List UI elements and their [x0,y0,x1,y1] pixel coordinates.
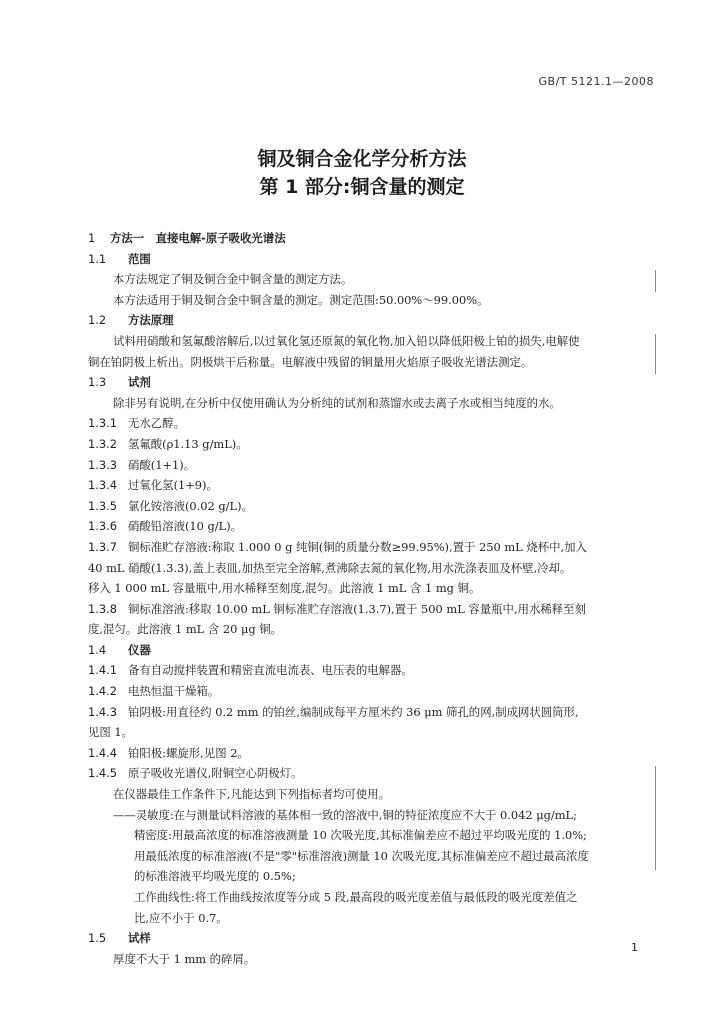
section-title: 仪器 [128,642,151,657]
paragraph-line: 本方法规定了铜及铜合金中铜含量的测定方法。 [113,272,353,287]
section-title: 试剂 [128,375,151,390]
paragraph-line: 厚度不大于 1 mm 的碎屑。 [113,951,256,966]
continuation-line: 移入 1 000 mL 容量瓶中,用水稀释至刻度,混匀。此溶液 1 mL 含 1 mg 铜。 [88,581,481,596]
subsection-number: 1.3.5 [88,498,117,513]
section-title: 范围 [128,251,151,266]
margin-mark [655,766,656,870]
subsection-text: 硝酸铅溶液(10 g/L)。 [128,519,243,534]
subsection-text: 氢氟酸(ρ1.13 g/mL)。 [128,436,248,451]
paragraph-line: 本方法适用于铜及铜合金中铜含量的测定。测定范围:50.00%～99.00%。 [113,292,489,307]
subsection-line [88,455,658,476]
paragraph-line: 用最低浓度的标准溶液(不是"零"标准溶液)测量 10 次吸光度,其标准偏差应不超过最高浓度 [134,848,589,863]
section-heading [88,310,658,331]
margin-mark [655,270,656,292]
subsection-line [88,516,658,537]
subsection-line [88,743,658,764]
subsection-text: 备有自动搅拌装置和精密直流电流表、电压表的电解器。 [128,663,413,678]
subsection-number: 1.3.3 [88,457,117,472]
section-number: 1.5 [88,931,107,946]
document-title: 铜及铜合金化学分析方法 [257,148,467,170]
paragraph-line: 精密度:用最高浓度的标准溶液测量 10 次吸光度,其标准偏差应不超过平均吸光度的 1.0%; [134,828,587,843]
document-body [88,228,658,969]
subsection-line [88,763,658,784]
subsection-line [88,702,658,723]
subsection-text: 铜标准贮存溶液:称取 1.000 0 g 纯铜(铜的质量分数≥99.95%),置于 250 mL 烧杯中,加入 [128,539,587,554]
subsection-line [88,599,658,620]
continuation-line: 度,混匀。此溶液 1 mL 含 20 μg 铜。 [88,622,283,637]
subsection-number: 1.4.4 [88,745,117,760]
section-number: 1.1 [88,251,107,266]
section-number: 1.2 [88,313,107,328]
paragraph-line: 的标准溶液平均吸光度的 0.5%; [134,869,296,884]
subsection-text: 铂阳极:螺旋形,见图 2。 [128,745,249,760]
subsection-text: 无水乙醇。 [128,416,185,431]
subsection-number: 1.4.5 [88,766,117,781]
section-title: 方法原理 [128,313,174,328]
continuation-line: 见图 1。 [88,725,134,740]
paragraph-line: ——灵敏度:在与测量试料溶液的基体相一致的溶液中,铜的特征浓度应不大于 0.042 μg/mL; [113,807,577,822]
subsection-line [88,681,658,702]
subsection-number: 1.4.1 [88,663,117,678]
continuation-line: 铜在铂阴极上析出。阴极烘干后称量。电解液中残留的铜量用火焰原子吸收光谱法测定。 [88,354,533,369]
margin-mark [655,334,656,374]
section-title: 方法一 直接电解-原子吸收光谱法 [110,231,286,245]
subsection-number: 1.4.2 [88,684,117,699]
subsection-line [88,537,658,558]
paragraph-line: 试料用硝酸和氢氟酸溶解后,以过氧化氢还原氮的氧化物,加入铅以降低阳极上铂的损失,电解使 [113,333,580,348]
section-number: 1.3 [88,375,107,390]
document-subtitle: 第 1 部分:铜含量的测定 [259,176,465,198]
subsection-number: 1.3.4 [88,478,117,493]
paragraph-line: 除非另有说明,在分析中仅使用确认为分析纯的试剂和蒸馏水或去离子水或相当纯度的水。 [113,395,561,410]
subsection-number: 1.3.7 [88,539,117,554]
subsection-line [88,496,658,517]
standard-code: GB/T 5121.1—2008 [538,75,654,88]
paragraph-line: 在仪器最佳工作条件下,凡能达到下列指标者均可使用。 [113,787,390,802]
subsection-line [88,413,658,434]
paragraph-line: 工作曲线性:将工作曲线按浓度等分成 5 段,最高段的吸光度差值与最低段的吸光度差值之 [134,890,578,904]
section-title: 试样 [128,931,151,946]
subsection-text: 氯化铵溶液(0.02 g/L)。 [128,498,253,513]
subsection-text: 硝酸(1+1)。 [128,457,196,472]
section-heading [88,640,658,661]
subsection-text: 铜标准溶液:移取 10.00 mL 铜标准贮存溶液(1.3.7),置于 500 mL 容量瓶中,用水稀释至刻 [128,601,586,616]
subsection-line [88,434,658,455]
subsection-number: 1.4.3 [88,704,117,719]
subsection-text: 过氧化氢(1+9)。 [128,478,218,493]
subsection-number: 1.3.8 [88,601,117,616]
section-number: 1.4 [88,642,107,657]
subsection-text: 原子吸收光谱仪,附铜空心阴极灯。 [128,766,303,781]
continuation-line: 40 mL 硝酸(1.3.3),盖上表皿,加热至完全溶解,煮沸除去氮的氧化物,用水洗涤表皿及杯壁,冷却。 [88,560,572,575]
subsection-text: 铂阴极:用直径约 0.2 mm 的铂丝,编制成每平方厘米约 36 μm 筛孔的网,制成网状圆筒形, [128,704,579,719]
section-heading [88,928,658,949]
paragraph-line: 比,应不小于 0.7。 [134,910,228,925]
section-heading [88,372,658,393]
chapter-heading [88,228,658,249]
section-number: 1 [88,231,96,245]
subsection-number: 1.3.6 [88,519,117,534]
page-number: 1 [631,941,638,954]
subsection-number: 1.3.1 [88,416,117,431]
subsection-number: 1.3.2 [88,436,117,451]
subsection-line [88,660,658,681]
subsection-line [88,475,658,496]
subsection-text: 电热恒温干燥箱。 [128,684,220,699]
section-heading [88,249,658,270]
